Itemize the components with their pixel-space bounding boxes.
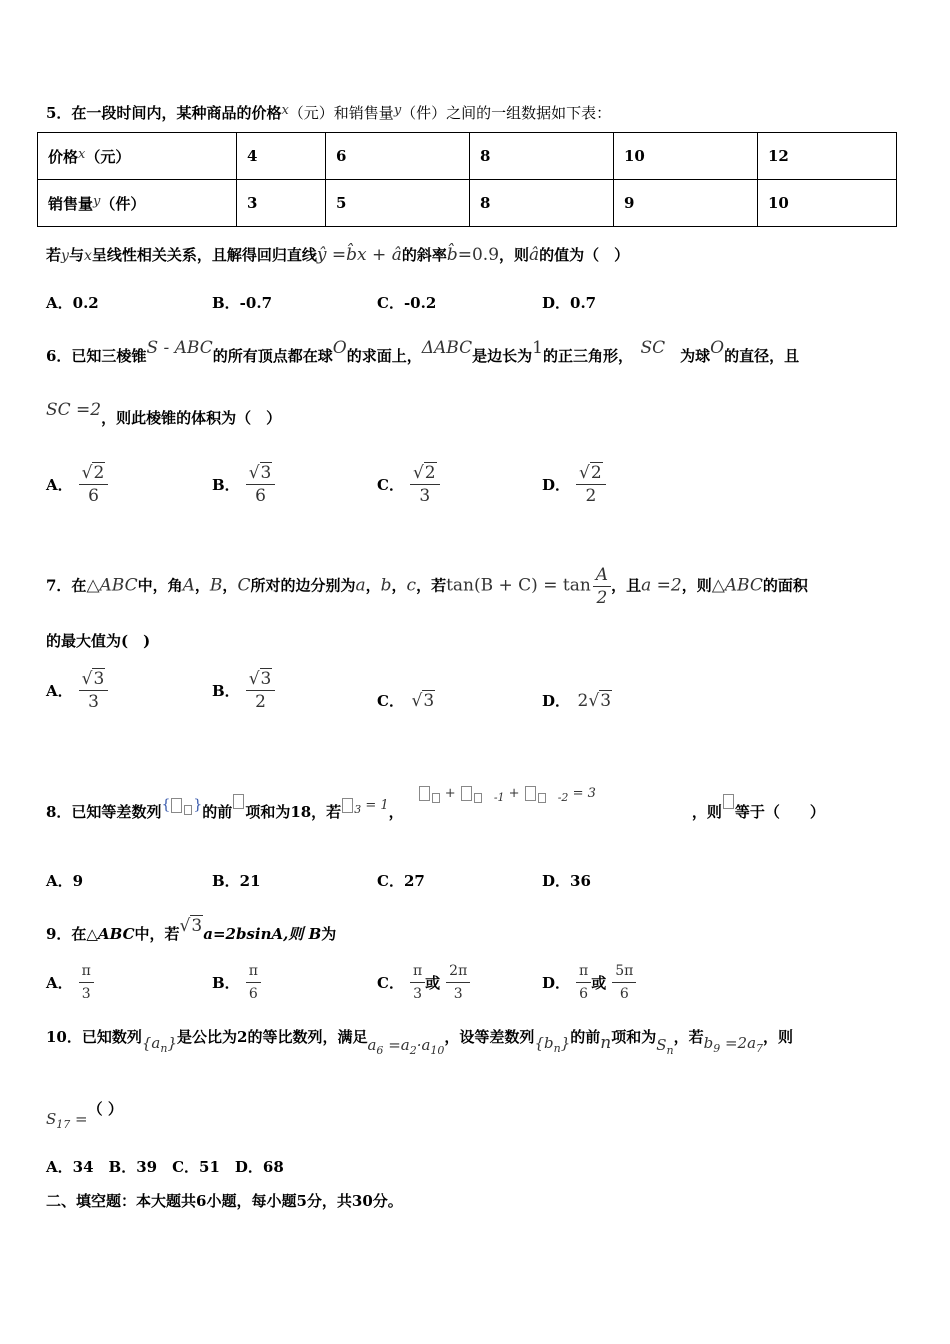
q7-stem-2: 的最大值为( ) — [46, 632, 151, 650]
table-cell: 6 — [326, 133, 470, 180]
q9-stem: 9．在△ABC中，若√3a=2bsinA,则 B为 — [46, 916, 337, 943]
q9-option-c[interactable]: C． $\frac{\pi}{3}$ 或 $\frac{2\pi}{3}$ — [377, 960, 470, 1005]
table-row — [38, 133, 897, 180]
q5-option-d[interactable]: D．0.7 — [542, 294, 597, 312]
table-header-price: 价格x（元） — [38, 133, 237, 180]
q6-option-a[interactable]: A． $\frac{√2}{6}$ — [46, 462, 108, 507]
table-header-sales: 销售量y（件） — [38, 180, 237, 227]
table-cell: 12 — [758, 133, 897, 180]
q7-option-b[interactable]: B． $\frac{√3}{2}$ — [212, 668, 275, 713]
q10-stem: 10．已知数列$\{a_n\}$是公比为2的等比数列，满足$a_6 =a_2\cdot a_{10}$，设等差数列$\{b_n\}$的前n项和为$S_n$，若$b_9 =2a_7$，则 — [46, 1028, 794, 1057]
q8-option-a[interactable]: A．9 — [46, 872, 84, 890]
q9-option-b[interactable]: B． $\frac{\pi}{6}$ — [212, 960, 261, 1005]
q5-option-b[interactable]: B．-0.7 — [212, 294, 273, 312]
q10-stem-2: $S_{17}$ =（ ） — [46, 1100, 123, 1131]
q7-stem: 7．在△ABC中，角A，B，C所对的边分别为a，b，c，若tan(B + C) = tan $\frac{A}{2}$ ，且a =2，则△ABC的面积 — [46, 565, 808, 608]
q8-option-b[interactable]: B．21 — [212, 872, 261, 890]
q9-option-a[interactable]: A． $\frac{\pi}{3}$ — [46, 960, 94, 1005]
table-cell: 10 — [758, 180, 897, 227]
section-2-heading: 二、填空题：本大题共6小题，每小题5分，共30分。 — [46, 1192, 403, 1210]
q6-stem: 6．已知三棱锥S - ABC的所有顶点都在球O的求面上，ΔABC是边长为1的正三角形， SC 为球O的直径，且 — [46, 338, 800, 365]
q5-option-a[interactable]: A．0.2 — [46, 294, 99, 312]
q8-option-c[interactable]: C．27 — [377, 872, 425, 890]
table-cell: 5 — [326, 180, 470, 227]
table-cell: 10 — [614, 133, 758, 180]
table-row — [38, 180, 897, 227]
q7-option-a[interactable]: A． $\frac{√3}{3}$ — [46, 668, 108, 713]
q7-option-d[interactable]: D． 2√3 — [542, 691, 612, 711]
q6-option-d[interactable]: D． $\frac{√2}{2}$ — [542, 462, 606, 507]
table-cell: 4 — [237, 133, 326, 180]
q8-stem: 8．已知等差数列{ }的前 项和为18，若 $_3$ = 1， + $_{-1}$ + $_{-2}$ = 3，则 等于（ ） — [46, 786, 825, 821]
q8-option-d[interactable]: D．36 — [542, 872, 591, 890]
table-cell: 9 — [614, 180, 758, 227]
q5-condition: 若y与x呈线性相关关系，且解得回归直线ŷ =b̂x + â的斜率b̂=0.9，则â的值为（ ） — [46, 245, 630, 265]
table-cell: 3 — [237, 180, 326, 227]
q9-option-d[interactable]: D． $\frac{\pi}{6}$ 或 $\frac{5\pi}{6}$ — [542, 960, 636, 1005]
q7-option-c[interactable]: C． √3 — [377, 691, 435, 711]
q6-stem-2: SC =2，则此棱锥的体积为（ ） — [46, 400, 282, 427]
q5-option-c[interactable]: C．-0.2 — [377, 294, 437, 312]
q10-options[interactable]: A．34 B．39 C．51 D．68 — [46, 1158, 284, 1176]
q6-option-c[interactable]: C． $\frac{√2}{3}$ — [377, 462, 440, 507]
q6-option-b[interactable]: B． $\frac{√3}{6}$ — [212, 462, 275, 507]
table-cell: 8 — [470, 180, 614, 227]
q5-data-table — [37, 132, 897, 227]
q5-stem: 5．在一段时间内，某种商品的价格x（元）和销售量y（件）之间的一组数据如下表： — [46, 103, 612, 122]
table-cell: 8 — [470, 133, 614, 180]
